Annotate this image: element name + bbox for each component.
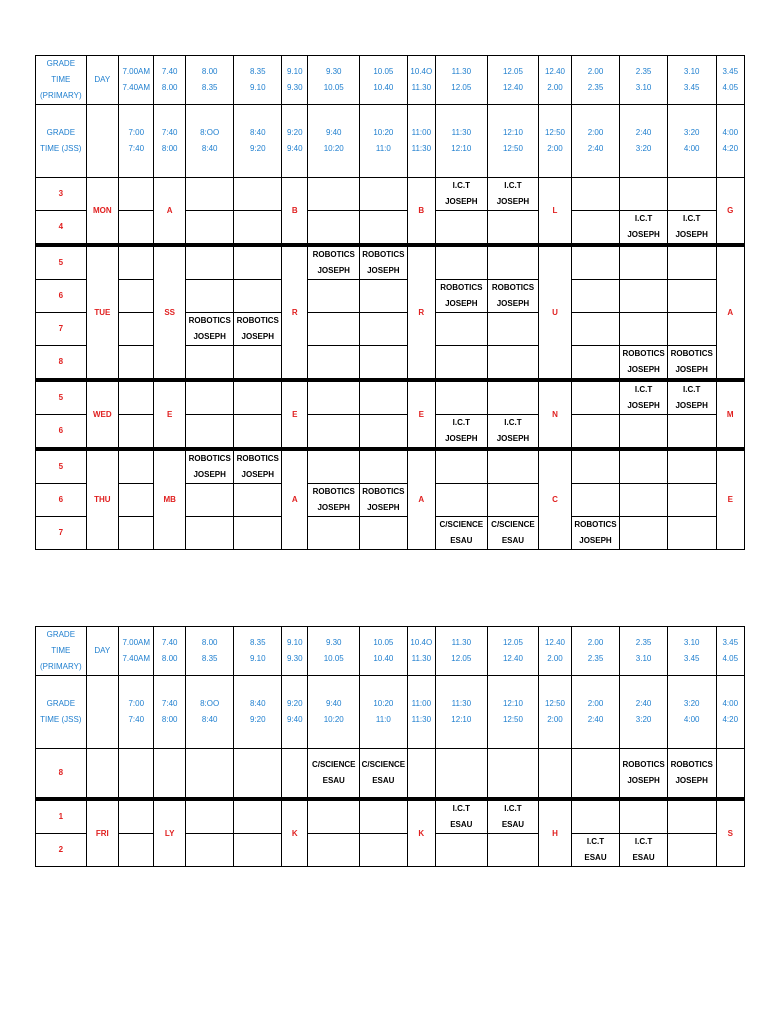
- jss-time-slot: 8:OO 8:40: [185, 105, 234, 178]
- lesson-cell: ROBOTICS JOSEPH: [360, 245, 408, 280]
- break-letter: E: [407, 380, 435, 449]
- day-cell-wed: WED: [86, 380, 118, 449]
- grade-cell: 2: [36, 834, 87, 867]
- jss-time-slot: 12:10 12:50: [487, 105, 539, 178]
- break-letter: R: [407, 245, 435, 380]
- time-slot: 9.30 10.05: [308, 627, 360, 676]
- time-slot: 9.10 9.30: [282, 627, 308, 676]
- jss-time-slot: 8:40 9:20: [234, 105, 282, 178]
- table-row: [36, 178, 745, 211]
- jss-time-slot: 12:50 2:00: [539, 676, 571, 749]
- break-letter: H: [539, 799, 571, 867]
- time-slot: 11.30 12.05: [436, 56, 488, 105]
- jss-time-slot: 7:40 8:00: [154, 676, 185, 749]
- jss-time-row: [36, 676, 745, 749]
- lesson-cell: ROBOTICS JOSEPH: [234, 313, 282, 346]
- lesson-cell: ROBOTICS JOSEPH: [308, 245, 360, 280]
- day-cell-mon: MON: [86, 178, 118, 246]
- jss-time-slot: 2:40 3:20: [620, 105, 668, 178]
- lesson-cell: I.C.T JOSEPH: [487, 415, 539, 450]
- time-slot: 11.30 12.05: [436, 627, 488, 676]
- table-row: [36, 449, 745, 484]
- lesson-cell: I.C.T ESAU: [620, 834, 668, 867]
- grade-time-primary-label: GRADE TIME (PRIMARY): [36, 627, 87, 676]
- grade-cell: 8: [36, 346, 87, 381]
- timetable-friday: [35, 626, 745, 867]
- time-slot: 3.10 3.45: [667, 56, 716, 105]
- lesson-cell: I.C.T JOSEPH: [436, 415, 488, 450]
- grade-time-jss-label: GRADE TIME (JSS): [36, 105, 87, 178]
- table-row: [36, 313, 745, 346]
- break-letter: A: [716, 245, 745, 380]
- time-slot: 10.4O 11.30: [407, 56, 435, 105]
- grade-cell: 4: [36, 211, 87, 246]
- jss-time-slot: 11:00 11:30: [407, 105, 435, 178]
- time-slot: 12.05 12.40: [487, 56, 539, 105]
- lesson-cell: ROBOTICS JOSEPH: [620, 749, 668, 800]
- table-row: [36, 799, 745, 834]
- grade-cell: 5: [36, 449, 87, 484]
- grade-time-jss-label: GRADE TIME (JSS): [36, 676, 87, 749]
- time-slot: 8.35 9.10: [234, 56, 282, 105]
- lesson-cell: ROBOTICS JOSEPH: [667, 346, 716, 381]
- time-slot: 7.00AM 7.40AM: [119, 627, 154, 676]
- day-cell-tue: TUE: [86, 245, 118, 380]
- jss-time-slot: 2:00 2:40: [571, 676, 620, 749]
- time-slot: 3.45 4.05: [716, 627, 745, 676]
- lesson-cell: ROBOTICS JOSEPH: [234, 449, 282, 484]
- jss-time-slot: 7:40 8:00: [154, 105, 185, 178]
- lesson-cell: ROBOTICS JOSEPH: [308, 484, 360, 517]
- time-slot: 8.00 8.35: [185, 627, 234, 676]
- day-header: DAY: [86, 627, 118, 676]
- grade-cell: 5: [36, 380, 87, 415]
- lesson-cell: I.C.T JOSEPH: [667, 380, 716, 415]
- break-letter: R: [282, 245, 308, 380]
- day-cell-thu: THU: [86, 449, 118, 550]
- time-slot: 12.40 2.00: [539, 627, 571, 676]
- jss-time-slot: 11:30 12:10: [436, 105, 488, 178]
- time-slot: 8.00 8.35: [185, 56, 234, 105]
- break-letter: L: [539, 178, 571, 246]
- table-row: [36, 346, 745, 381]
- jss-time-slot: 12:10 12:50: [487, 676, 539, 749]
- time-slot: 12.40 2.00: [539, 56, 571, 105]
- time-slot: 12.05 12.40: [487, 627, 539, 676]
- primary-time-row: [36, 627, 745, 676]
- time-slot: 9.30 10.05: [308, 56, 360, 105]
- break-letter: A: [154, 178, 185, 246]
- time-slot: 2.00 2.35: [571, 56, 620, 105]
- jss-time-slot: 12:50 2:00: [539, 105, 571, 178]
- table-row: [36, 380, 745, 415]
- jss-time-slot: 4:00 4:20: [716, 105, 745, 178]
- time-slot: 10.05 10.40: [360, 627, 408, 676]
- lesson-cell: ROBOTICS JOSEPH: [360, 484, 408, 517]
- time-slot: 2.00 2.35: [571, 627, 620, 676]
- jss-time-slot: 10:20 11:0: [360, 676, 408, 749]
- jss-time-slot: 9:20 9:40: [282, 676, 308, 749]
- jss-time-slot: 8:40 9:20: [234, 676, 282, 749]
- jss-time-row: [36, 105, 745, 178]
- time-slot: 9.10 9.30: [282, 56, 308, 105]
- lesson-cell: I.C.T JOSEPH: [487, 178, 539, 211]
- table-row: [36, 245, 745, 280]
- jss-time-slot: 4:00 4:20: [716, 676, 745, 749]
- table-row: [36, 280, 745, 313]
- break-letter: A: [282, 449, 308, 550]
- grade-cell: 6: [36, 484, 87, 517]
- time-slot: 7.00AM 7.40AM: [119, 56, 154, 105]
- time-slot: 3.10 3.45: [667, 627, 716, 676]
- break-letter: E: [282, 380, 308, 449]
- time-slot: 2.35 3.10: [620, 56, 668, 105]
- break-letter: U: [539, 245, 571, 380]
- lesson-cell: ROBOTICS JOSEPH: [185, 449, 234, 484]
- jss-time-slot: 11:30 12:10: [436, 676, 488, 749]
- lesson-cell: C/SCIENCE ESAU: [436, 517, 488, 550]
- lesson-cell: C/SCIENCE ESAU: [360, 749, 408, 800]
- lesson-cell: I.C.T JOSEPH: [620, 380, 668, 415]
- time-slot: 7.40 8.00: [154, 56, 185, 105]
- grade-cell: 6: [36, 415, 87, 450]
- jss-time-slot: 8:OO 8:40: [185, 676, 234, 749]
- grade-cell: 8: [36, 749, 87, 800]
- jss-time-slot: 3:20 4:00: [667, 676, 716, 749]
- grade-cell: 6: [36, 280, 87, 313]
- time-slot: 10.05 10.40: [360, 56, 408, 105]
- lesson-cell: C/SCIENCE ESAU: [487, 517, 539, 550]
- break-letter: E: [716, 449, 745, 550]
- lesson-cell: ROBOTICS JOSEPH: [487, 280, 539, 313]
- time-slot: 2.35 3.10: [620, 627, 668, 676]
- break-letter: G: [716, 178, 745, 246]
- break-letter: E: [154, 380, 185, 449]
- break-letter: K: [407, 799, 435, 867]
- table-row: [36, 415, 745, 450]
- table-row: [36, 834, 745, 867]
- day-cell-fri: FRI: [86, 799, 118, 867]
- grade-cell: 1: [36, 799, 87, 834]
- lesson-cell: ROBOTICS JOSEPH: [571, 517, 620, 550]
- empty-cell: [86, 105, 118, 178]
- lesson-cell: ROBOTICS JOSEPH: [185, 313, 234, 346]
- grade-cell: 3: [36, 178, 87, 211]
- lesson-cell: ROBOTICS JOSEPH: [667, 749, 716, 800]
- timetable-week: [35, 55, 745, 550]
- time-slot: 8.35 9.10: [234, 627, 282, 676]
- grade-time-primary-label: GRADE TIME (PRIMARY): [36, 56, 87, 105]
- break-letter: LY: [154, 799, 185, 867]
- jss-time-slot: 11:00 11:30: [407, 676, 435, 749]
- lesson-cell: I.C.T JOSEPH: [667, 211, 716, 246]
- lesson-cell: ROBOTICS JOSEPH: [620, 346, 668, 381]
- empty-cell: [86, 676, 118, 749]
- day-header: DAY: [86, 56, 118, 105]
- primary-time-row: [36, 56, 745, 105]
- time-slot: 10.4O 11.30: [407, 627, 435, 676]
- jss-time-slot: 9:20 9:40: [282, 105, 308, 178]
- lesson-cell: I.C.T ESAU: [571, 834, 620, 867]
- grade-cell: 7: [36, 517, 87, 550]
- jss-time-slot: 9:40 10:20: [308, 105, 360, 178]
- break-letter: B: [407, 178, 435, 246]
- jss-time-slot: 7:00 7:40: [119, 676, 154, 749]
- lesson-cell: I.C.T ESAU: [487, 799, 539, 834]
- grade-cell: 5: [36, 245, 87, 280]
- table-row: [36, 749, 745, 800]
- table-row: [36, 211, 745, 246]
- break-letter: B: [282, 178, 308, 246]
- lesson-cell: I.C.T JOSEPH: [620, 211, 668, 246]
- jss-time-slot: 7:00 7:40: [119, 105, 154, 178]
- jss-time-slot: 9:40 10:20: [308, 676, 360, 749]
- lesson-cell: C/SCIENCE ESAU: [308, 749, 360, 800]
- grade-cell: 7: [36, 313, 87, 346]
- table-row: [36, 484, 745, 517]
- break-letter: SS: [154, 245, 185, 380]
- time-slot: 3.45 4.05: [716, 56, 745, 105]
- break-letter: MB: [154, 449, 185, 550]
- table-row: [36, 517, 745, 550]
- break-letter: M: [716, 380, 745, 449]
- break-letter: A: [407, 449, 435, 550]
- lesson-cell: I.C.T ESAU: [436, 799, 488, 834]
- lesson-cell: I.C.T JOSEPH: [436, 178, 488, 211]
- jss-time-slot: 10:20 11:0: [360, 105, 408, 178]
- break-letter: K: [282, 799, 308, 867]
- break-letter: C: [539, 449, 571, 550]
- jss-time-slot: 3:20 4:00: [667, 105, 716, 178]
- jss-time-slot: 2:40 3:20: [620, 676, 668, 749]
- break-letter: N: [539, 380, 571, 449]
- time-slot: 7.40 8.00: [154, 627, 185, 676]
- lesson-cell: ROBOTICS JOSEPH: [436, 280, 488, 313]
- jss-time-slot: 2:00 2:40: [571, 105, 620, 178]
- break-letter: S: [716, 799, 745, 867]
